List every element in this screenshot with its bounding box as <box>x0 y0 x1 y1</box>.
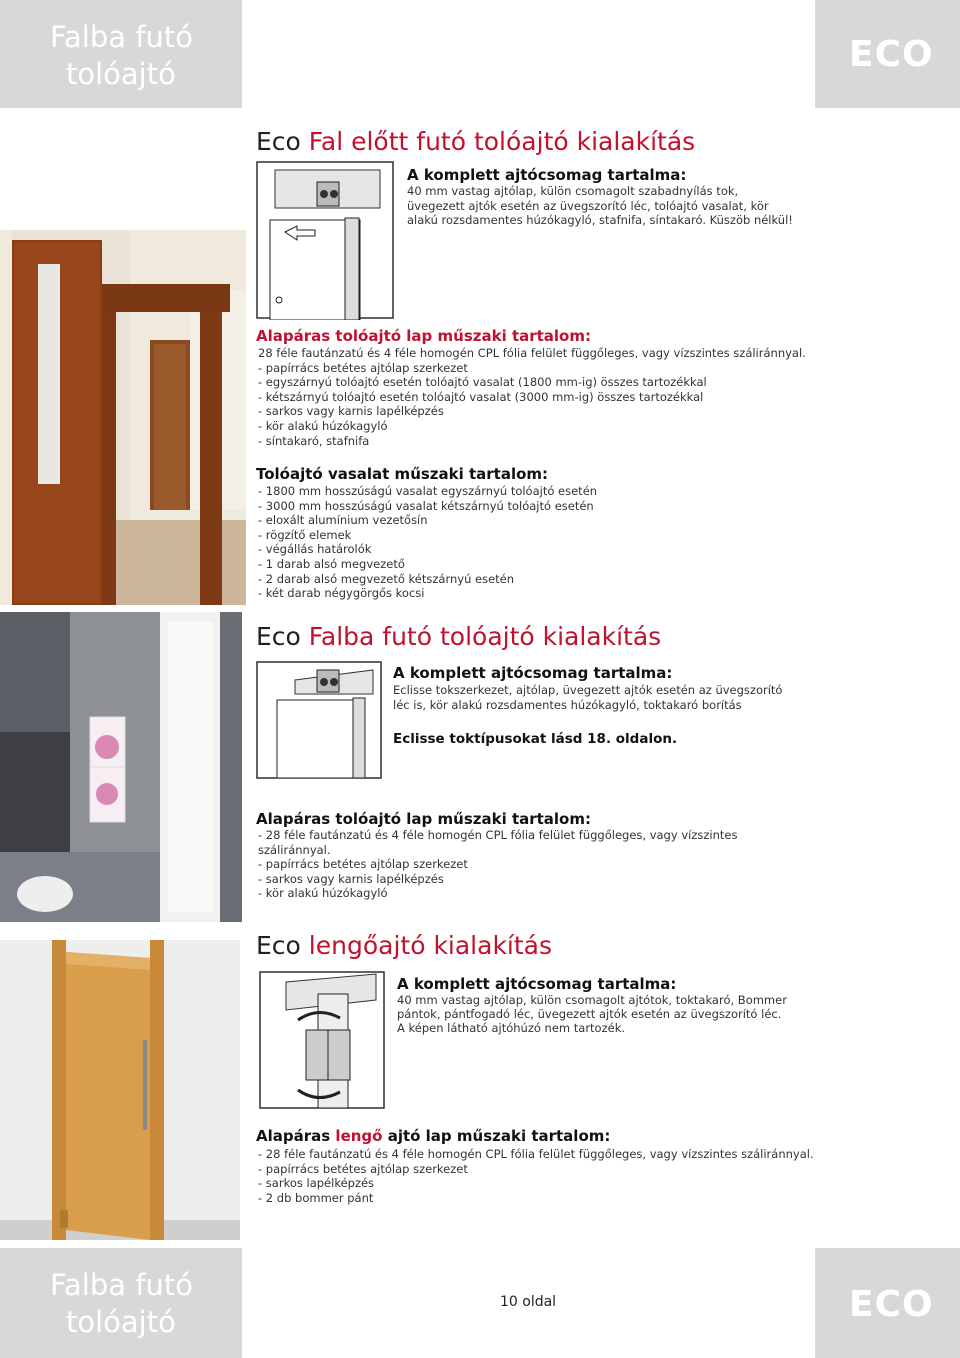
list-item: - sarkos lapélképzés <box>258 1176 375 1191</box>
section1-specs-list <box>258 346 806 448</box>
footer-title-line1: Falba futó <box>50 1268 193 1302</box>
list-item: - 1 darab alsó megvezető <box>258 556 405 571</box>
section2-specs-title: Alapáras tolóajtó lap műszaki tartalom: <box>256 810 591 828</box>
footer-title-line2: tolóajtó <box>66 1305 176 1339</box>
section1-hardware-title: Tolóajtó vasalat műszaki tartalom: <box>256 465 549 483</box>
list-item: - papírrács betétes ajtólap szerkezet <box>258 1161 468 1176</box>
list-item: 28 féle fautánzatú és 4 féle homogén CPL fólia felület függőleges, vagy vízszintes száliránnyal. <box>258 346 806 360</box>
footer-logo-tab <box>815 1248 960 1358</box>
swing-door-photo <box>0 940 240 1240</box>
list-item: - két darab négygörgős kocsi <box>258 586 425 601</box>
eco-logo: ECO <box>849 1284 934 1325</box>
header-title-tab <box>0 0 242 108</box>
section1-package-text: 40 mm vastag ajtólap, külön csomagolt szabadnyílás tok, üvegezett ajtók esetén az üvegszorító léc, tolóajtó vasalat, kör alakú rozsdamentes húzókagyló, stafnifa, síntakaró. Küszöb nélkül! <box>407 184 793 227</box>
list-item: - rögzítő elemek <box>258 527 352 542</box>
section3-package-text-3: A képen látható ajtóhúzó nem tartozék. <box>397 1021 626 1035</box>
list-item: - eloxált alumínium vezetősín <box>258 513 428 528</box>
list-item: - sarkos vagy karnis lapélképzés <box>258 871 444 886</box>
list-item: - 2 db bommer pánt <box>258 1190 374 1205</box>
list-item: - síntakaró, stafnifa <box>258 433 370 448</box>
page-number: 10 oldal <box>500 1294 557 1310</box>
list-item: - 28 féle fautánzatú és 4 féle homogén CPL fólia felület függőleges, vagy vízszintes száliránnyal. <box>258 1147 814 1161</box>
footer-title-tab <box>0 1248 242 1358</box>
list-item: - kör alakú húzókagyló <box>258 886 388 901</box>
list-item: - papírrács betétes ajtólap szerkezet <box>258 360 468 375</box>
section2-package-text: Eclisse tokszerkezet, ajtólap, üvegezett ajtók esetén az üvegszorító léc is, kör alakú rozsdamentes húzókagyló, toktakaró borítás <box>393 683 783 712</box>
sliding-rail-illustration <box>255 160 395 320</box>
header-logo-tab <box>815 0 960 108</box>
list-item: - végállás határolók <box>258 542 372 557</box>
section1-package-title: A komplett ajtócsomag tartalma: <box>407 166 687 184</box>
section3-package-text-2: pántok, pántfogadó léc, üvegezett ajtók esetén az üvegszorító léc. <box>397 1007 782 1021</box>
section2-heading-title: Falba futó tolóajtó kialakítás <box>308 622 662 651</box>
list-item: - egyszárnyú tolóajtó esetén tolóajtó vasalat (1800 mm-ig) összes tartozékkal <box>258 375 707 390</box>
pocket-door-photo <box>0 612 242 922</box>
section1-hardware-list <box>258 484 597 601</box>
list-item: - 1800 mm hosszúságú vasalat egyszárnyú tolóajtó esetén <box>258 484 598 498</box>
header-title-line2: tolóajtó <box>66 57 176 91</box>
swing-hinge-illustration <box>258 970 386 1110</box>
section3-heading <box>256 931 552 960</box>
list-item: - papírrács betétes ajtólap szerkezet <box>258 857 468 872</box>
section3-heading-title: lengőajtó kialakítás <box>308 931 553 960</box>
section1-specs-title: Alapáras tolóajtó lap műszaki tartalom: <box>256 327 591 345</box>
section3-specs-list <box>258 1147 814 1205</box>
pocket-frame-illustration <box>255 660 383 780</box>
section1-heading-title: Fal előtt futó tolóajtó kialakítás <box>308 127 696 156</box>
list-item: - 28 féle fautánzatú és 4 féle homogén CPL fólia felület függőleges, vagy vízszintes <box>258 828 738 842</box>
section2-heading-prefix: Eco <box>256 622 301 651</box>
section3-package-text-1: 40 mm vastag ajtólap, külön csomagolt ajtótok, toktakaró, Bommer <box>397 993 787 1007</box>
section1-heading-prefix: Eco <box>256 127 301 156</box>
section2-package-title: A komplett ajtócsomag tartalma: <box>393 664 673 682</box>
list-item: - sarkos vagy karnis lapélképzés <box>258 404 444 419</box>
section2-reference: Eclisse toktípusokat lásd 18. oldalon. <box>393 731 678 747</box>
list-item: - kör alakú húzókagyló <box>258 418 388 433</box>
section3-specs-title: Alapáras lengő ajtó lap műszaki tartalom: <box>256 1127 611 1145</box>
list-item: - kétszárnyú tolóajtó esetén tolóajtó vasalat (3000 mm-ig) összes tartozékkal <box>258 389 704 404</box>
list-item: - 2 darab alsó megvezető kétszárnyú esetén <box>258 571 515 586</box>
eco-logo: ECO <box>849 34 934 75</box>
header-title-line1: Falba futó <box>50 20 193 54</box>
section1-heading <box>256 127 695 156</box>
list-item: száliránnyal. <box>258 842 331 857</box>
list-item: - 3000 mm hosszúságú vasalat kétszárnyú tolóajtó esetén <box>258 498 594 513</box>
section2-specs-list <box>258 828 737 901</box>
section3-heading-prefix: Eco <box>256 931 301 960</box>
section3-package-title: A komplett ajtócsomag tartalma: <box>397 975 677 993</box>
sliding-door-photo <box>0 230 246 605</box>
section2-heading <box>256 622 661 651</box>
